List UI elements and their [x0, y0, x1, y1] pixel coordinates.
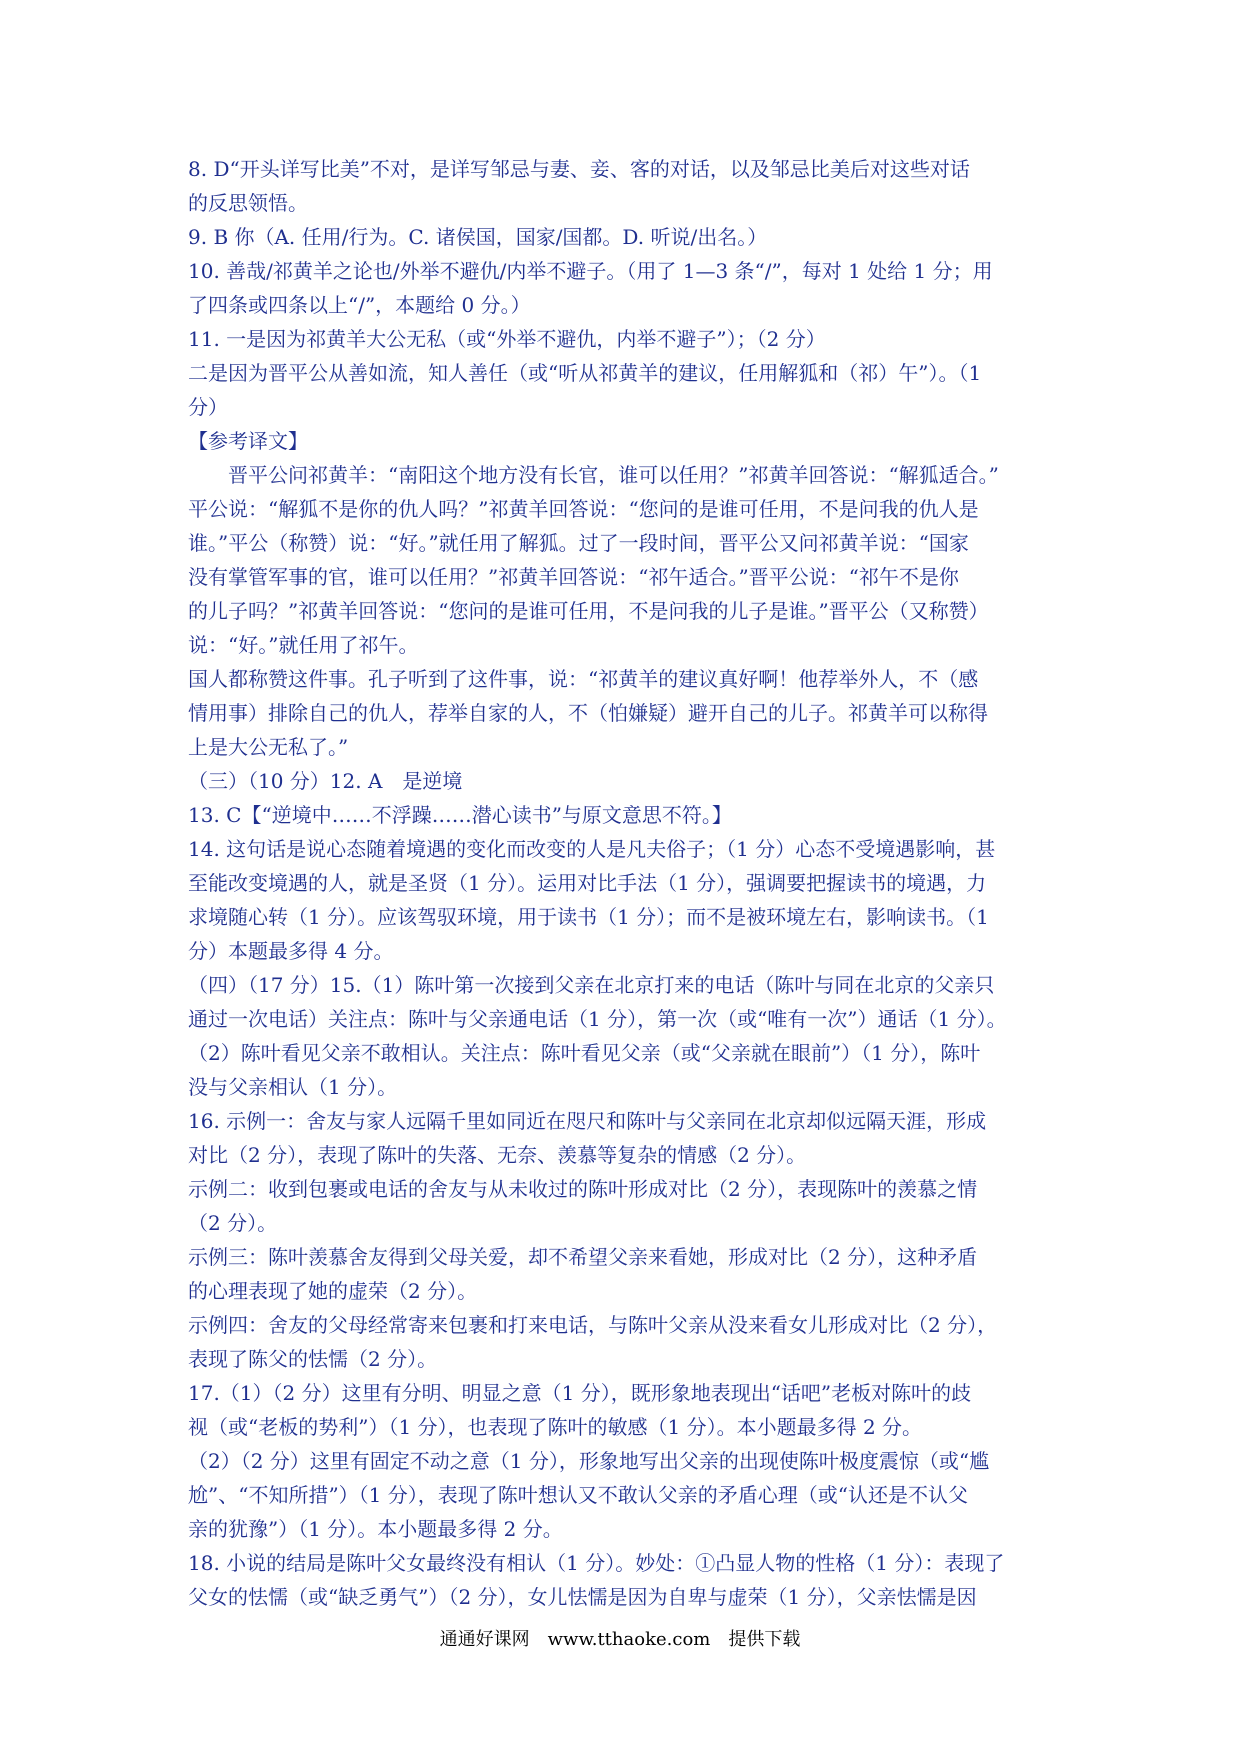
- text-line: 分）本题最多得 4 分。: [188, 939, 394, 963]
- text-line: 17.（1）（2 分）这里有分明、明显之意（1 分），既形象地表现出“话吧”老板对陈叶的歧: [188, 1381, 972, 1405]
- text-line: 表现了陈父的怯懦（2 分）。: [188, 1347, 438, 1371]
- text-line: 二是因为晋平公从善如流，知人善任（或“听从祁黄羊的建议，任用解狐和（祁）午”）。（1: [188, 361, 982, 385]
- text-line: 13. C【“逆境中……不浮躁……潜心读书”与原文意思不符。】: [188, 803, 732, 827]
- text-line: 18. 小说的结局是陈叶父女最终没有相认（1 分）。妙处：①凸显人物的性格（1 分）：表现了: [188, 1551, 1005, 1575]
- text-line: 情用事）排除自己的仇人，荐举自家的人，不（怕嫌疑）避开自己的儿子。祁黄羊可以称得: [188, 701, 988, 725]
- text-line: 通过一次电话）关注点：陈叶与父亲通电话（1 分），第一次（或“唯有一次”）通话（1 分）。: [188, 1007, 1007, 1031]
- text-line: 晋平公问祁黄羊：“南阳这个地方没有长官，谁可以任用？”祁黄羊回答说：“解狐适合。”: [228, 463, 999, 487]
- section-heading: 【参考译文】: [188, 429, 308, 453]
- text-line: 的反思领悟。: [188, 191, 308, 215]
- text-line: （三）（10 分）12. A 是逆境: [188, 769, 463, 793]
- text-line: 的儿子吗？”祁黄羊回答说：“您问的是谁可任用，不是问我的儿子是谁。”晋平公（又称赞）: [188, 599, 989, 623]
- text-line: 父女的怯懦（或“缺乏勇气”）（2 分），女儿怯懦是因为自卑与虚荣（1 分），父亲怯懦是因: [188, 1585, 977, 1609]
- text-line: 了四条或四条以上“/”，本题给 0 分。）: [188, 293, 531, 317]
- text-line: 10. 善哉/祁黄羊之论也/外举不避仇/内举不避子。（用了 1—3 条“/”，每对 1 处给 1 分；用: [188, 259, 993, 283]
- page-footer: 通通好课网 www.tthaoke.com 提供下载: [439, 1629, 801, 1650]
- text-line: 平公说：“解狐不是你的仇人吗？”祁黄羊回答说：“您问的是谁可任用，不是问我的仇人是: [188, 497, 979, 521]
- text-line: 国人都称赞这件事。孔子听到了这件事，说：“祁黄羊的建议真好啊！他荐举外人，不（感: [188, 667, 979, 691]
- text-line: 11. 一是因为祁黄羊大公无私（或“外举不避仇，内举不避子”）；（2 分）: [188, 327, 826, 351]
- text-line: 8. D“开头详写比美”不对，是详写邹忌与妻、妾、客的对话，以及邹忌比美后对这些对话: [188, 157, 970, 181]
- text-line: 分）: [188, 395, 228, 419]
- text-line: （2 分）。: [188, 1211, 278, 1235]
- text-line: 对比（2 分），表现了陈叶的失落、无奈、羡慕等复杂的情感（2 分）。: [188, 1143, 807, 1167]
- text-line: 谁。”平公（称赞）说：“好。”就任用了解狐。过了一段时间，晋平公又问祁黄羊说：“国家: [188, 531, 969, 555]
- text-line: 16. 示例一：舍友与家人远隔千里如同近在咫尺和陈叶与父亲同在北京却似远隔天涯，形成: [188, 1109, 987, 1133]
- text-line: 没有掌管军事的官，谁可以任用？”祁黄羊回答说：“祁午适合。”晋平公说：“祁午不是你: [188, 565, 959, 589]
- text-line: （四）（17 分）15.（1）陈叶第一次接到父亲在北京打来的电话（陈叶与同在北京的父亲只: [188, 973, 995, 997]
- text-line: 示例四：舍友的父母经常寄来包裹和打来电话，与陈叶父亲从没来看女儿形成对比（2 分），: [188, 1313, 998, 1337]
- text-line: 求境随心转（1 分）。应该驾驭环境，用于读书（1 分）；而不是被环境左右，影响读书。（1: [188, 905, 989, 929]
- text-line: 亲的犹豫”）（1 分）。本小题最多得 2 分。: [188, 1517, 563, 1541]
- text-line: 示例三：陈叶羡慕舍友得到父母关爱，却不希望父亲来看她，形成对比（2 分），这种矛盾: [188, 1245, 978, 1269]
- text-line: （2）（2 分）这里有固定不动之意（1 分），形象地写出父亲的出现使陈叶极度震惊（或“尴: [188, 1449, 990, 1473]
- text-line: 9. B 你（A. 任用/行为。C. 诸侯国，国家/国都。D. 听说/出名。）: [188, 225, 768, 249]
- text-line: 示例二：收到包裹或电话的舍友与从未收过的陈叶形成对比（2 分），表现陈叶的羡慕之情: [188, 1177, 978, 1201]
- text-line: 说：“好。”就任用了祁午。: [188, 633, 419, 657]
- answer-key-body: [188, 152, 1060, 1614]
- text-line: 尬”、“不知所措”）（1 分），表现了陈叶想认又不敢认父亲的矛盾心理（或“认还是不认父: [188, 1483, 968, 1507]
- text-line: 视（或“老板的势利”）（1 分），也表现了陈叶的敏感（1 分）。本小题最多得 2 分。: [188, 1415, 923, 1439]
- text-line: 上是大公无私了。”: [188, 735, 349, 759]
- text-line: 14. 这句话是说心态随着境遇的变化而改变的人是凡夫俗子；（1 分）心态不受境遇影响，甚: [188, 837, 996, 861]
- text-line: 至能改变境遇的人，就是圣贤（1 分）。运用对比手法（1 分），强调要把握读书的境遇，力: [188, 871, 987, 895]
- text-line: 没与父亲相认（1 分）。: [188, 1075, 398, 1099]
- text-line: 的心理表现了她的虚荣（2 分）。: [188, 1279, 478, 1303]
- text-line: （2）陈叶看见父亲不敢相认。关注点：陈叶看见父亲（或“父亲就在眼前”）（1 分），陈叶: [188, 1041, 981, 1065]
